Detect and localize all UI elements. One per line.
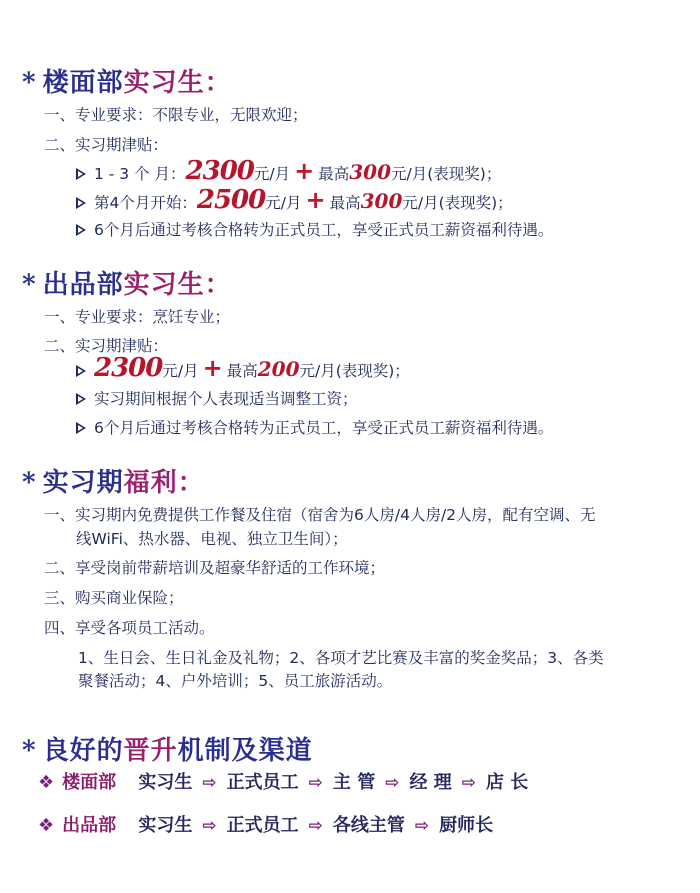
arrow-right-icon: ⇨ xyxy=(461,773,476,793)
arrow-right-icon: ⇨ xyxy=(414,816,430,836)
section-title-benefits: * 实习期福利： xyxy=(22,468,205,498)
activities-line-1: 1、生日会、生日礼金及礼物；2、各项才艺比赛及丰富的奖金奖品；3、各类 xyxy=(78,649,604,667)
asterisk-icon: * xyxy=(22,468,37,498)
kitchen-allowance-line-1: 2300元/月 + 最高200元/月(表现奖)； xyxy=(76,353,410,383)
arrow-bullet-icon xyxy=(76,224,86,236)
promotion-path-kitchen: ❖ 出品部 实习生 ⇨ 正式员工 ⇨ 各线主管 ⇨ 厨师长 xyxy=(38,815,494,836)
floor-allowance-line-2: 第4个月开始：2500元/月 + 最高300元/月(表现奖)； xyxy=(76,185,513,215)
arrow-bullet-icon xyxy=(76,422,86,434)
benefit-4: 四、享受各项员工活动。 xyxy=(44,619,215,637)
arrow-right-icon: ⇨ xyxy=(202,773,217,793)
benefit-2: 二、享受岗前带薪培训及超豪华舒适的工作环境； xyxy=(44,559,386,577)
floor-promotion-note: 6个月后通过考核合格转为正式员工，享受正式员工薪资福利待遇。 xyxy=(76,218,553,240)
asterisk-icon: * xyxy=(22,68,37,98)
arrow-right-icon: ⇨ xyxy=(308,773,323,793)
arrow-bullet-icon xyxy=(76,168,86,180)
arrow-bullet-icon xyxy=(76,393,86,405)
arrow-bullet-icon xyxy=(76,197,86,209)
section-title-promotion: * 良好的晋升机制及渠道 xyxy=(22,736,313,766)
promotion-path-floor: ❖ 楼面部 实习生 ⇨ 正式员工 ⇨ 主 管 ⇨ 经 理 ⇨ 店 长 xyxy=(38,772,529,793)
plus-icon: + xyxy=(305,186,326,214)
plus-icon: + xyxy=(202,354,223,382)
section-title-kitchen-intern: * 出品部实习生： xyxy=(22,270,232,300)
benefit-1-line-2: 线WiFi、热水器、电视、独立卫生间）； xyxy=(76,530,348,548)
asterisk-icon: * xyxy=(22,270,37,300)
diamond-bullet-icon: ❖ xyxy=(38,772,55,793)
floor-allowance-line-1: 1 - 3 个 月：2300元/月 + 最高300元/月(表现奖)； xyxy=(76,156,501,186)
arrow-right-icon: ⇨ xyxy=(202,816,217,836)
asterisk-icon: * xyxy=(22,736,37,766)
activities-line-2: 聚餐活动；4、户外培训；5、员工旅游活动。 xyxy=(78,672,393,690)
arrow-bullet-icon xyxy=(76,365,86,377)
arrow-right-icon: ⇨ xyxy=(308,816,323,836)
floor-allowance-label: 二、实习期津贴： xyxy=(44,136,169,154)
kitchen-salary-adjust: 实习期间根据个人表现适当调整工资； xyxy=(76,387,358,409)
kitchen-promotion-note: 6个月后通过考核合格转为正式员工，享受正式员工薪资福利待遇。 xyxy=(76,416,553,438)
benefit-1-line-1: 一、实习期内免费提供工作餐及住宿（宿舍为6人房/4人房/2人房，配有空调、无 xyxy=(44,506,596,524)
benefit-3: 三、购买商业保险； xyxy=(44,589,184,607)
arrow-right-icon: ⇨ xyxy=(385,773,400,793)
plus-icon: + xyxy=(294,157,315,185)
kitchen-allowance-label: 二、实习期津贴： xyxy=(44,337,169,355)
floor-requirement: 一、专业要求：不限专业，无限欢迎； xyxy=(44,106,308,124)
section-title-floor-intern: * 楼面部实习生： xyxy=(22,68,232,98)
diamond-bullet-icon: ❖ xyxy=(38,815,55,836)
kitchen-requirement: 一、专业要求：烹饪专业； xyxy=(44,308,231,326)
